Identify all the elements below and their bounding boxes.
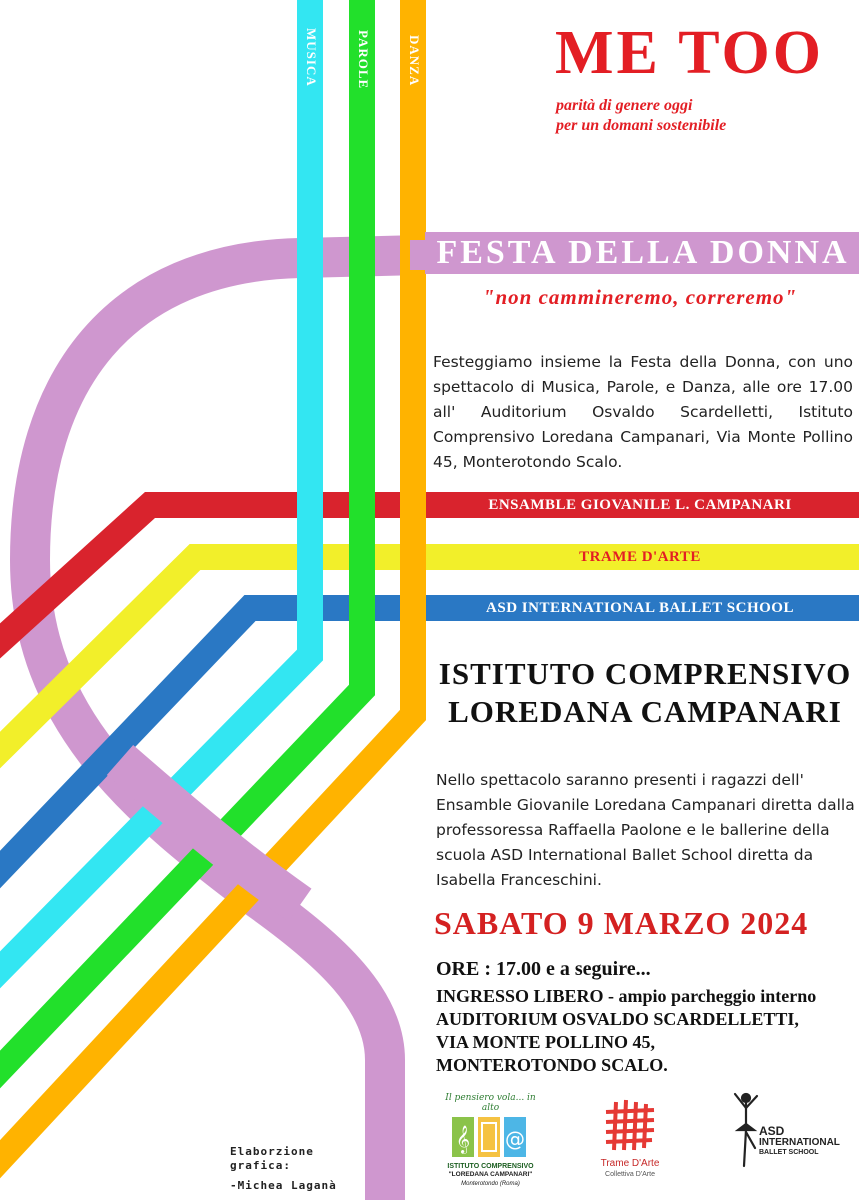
graphics-credits (230, 1145, 337, 1193)
trame-grid-icon (590, 1098, 670, 1153)
poster-subtitle (556, 96, 726, 136)
label-danza: DANZA (407, 35, 422, 87)
school-logo (438, 1093, 543, 1193)
event-date: SABATO 9 MARZO 2024 (434, 905, 809, 941)
intro-paragraph: Festeggiamo insieme la Festa della Donna, con uno spettacolo di Musica, Parole, e Danza, alle ore 17.00 all' Auditorium Osvaldo Scardelletti, Istituto Comprensivo Loredana Campanari, Via Monte Pollino 45, Monterotondo Scalo. (433, 350, 853, 475)
event-motto: "non cammineremo, correremo" (482, 285, 798, 309)
band-label-ensamble: ENSAMBLE GIOVANILE L. CAMPANARI (488, 497, 792, 513)
asd-logo-line-2: INTERNATIONAL (759, 1137, 840, 1148)
band-label-asd: ASD INTERNATIONAL BALLET SCHOOL (486, 600, 794, 616)
label-parole: PAROLE (356, 30, 371, 90)
school-logo-name: ISTITUTO COMPRENSIVO (447, 1163, 534, 1170)
asd-logo (727, 1090, 840, 1180)
ballerina-icon (729, 1090, 763, 1170)
credits-line-1: Elaborzione (230, 1145, 314, 1158)
info-line-1: INGRESSO LIBERO - ampio parcheggio interno (436, 986, 817, 1006)
event-time: ORE : 17.00 e a seguire... (436, 958, 651, 980)
info-line-2: AUDITORIUM OSVALDO SCARDELLETTI, (436, 1009, 799, 1029)
svg-text:@: @ (505, 1127, 525, 1151)
poster-title: ME TOO (555, 19, 824, 87)
asd-logo-line-3: BALLET SCHOOL (759, 1149, 819, 1156)
trame-logo (590, 1098, 670, 1188)
svg-text:𝄞: 𝄞 (455, 1125, 471, 1153)
school-logo-name-2: "LOREDANA CAMPANARI" (448, 1171, 533, 1178)
trame-logo-name: Trame D'Arte (600, 1158, 660, 1169)
subtitle-line-2: per un domani sostenibile (556, 117, 727, 134)
institute-line-2: LOREDANA CAMPANARI (448, 694, 842, 729)
school-logo-script: Il pensiero vola... in alto (445, 1093, 536, 1113)
description-paragraph: Nello spettacolo saranno presenti i ragazzi dell' Ensamble Giovanile Loredana Campanari diretta dalla professoressa Raffaella Paolone e le ballerine della scuola ASD International Ballet School diretta da Isabella Franceschini. (436, 768, 856, 893)
label-musica: MUSICA (304, 28, 319, 87)
institute-heading (430, 655, 859, 731)
credits-line-3: -Michea Laganà (230, 1179, 337, 1192)
info-line-3: VIA MONTE POLLINO 45, (436, 1032, 656, 1052)
info-line-4: MONTEROTONDO SCALO. (436, 1055, 668, 1075)
school-emblem-icon (438, 1113, 543, 1165)
trame-logo-sub: Collettiva D'Arte (605, 1171, 655, 1178)
credits-line-2: grafica: (230, 1159, 291, 1172)
asd-logo-line-1: ASD (759, 1124, 785, 1138)
school-logo-city: Monterotondo (Roma) (461, 1181, 520, 1187)
subtitle-line-1: parità di genere oggi (556, 97, 693, 114)
event-info (436, 985, 816, 1077)
event-name: FESTA DELLA DONNA (436, 234, 850, 271)
band-label-trame: TRAME D'ARTE (579, 549, 701, 565)
institute-line-1: ISTITUTO COMPRENSIVO (438, 656, 852, 691)
